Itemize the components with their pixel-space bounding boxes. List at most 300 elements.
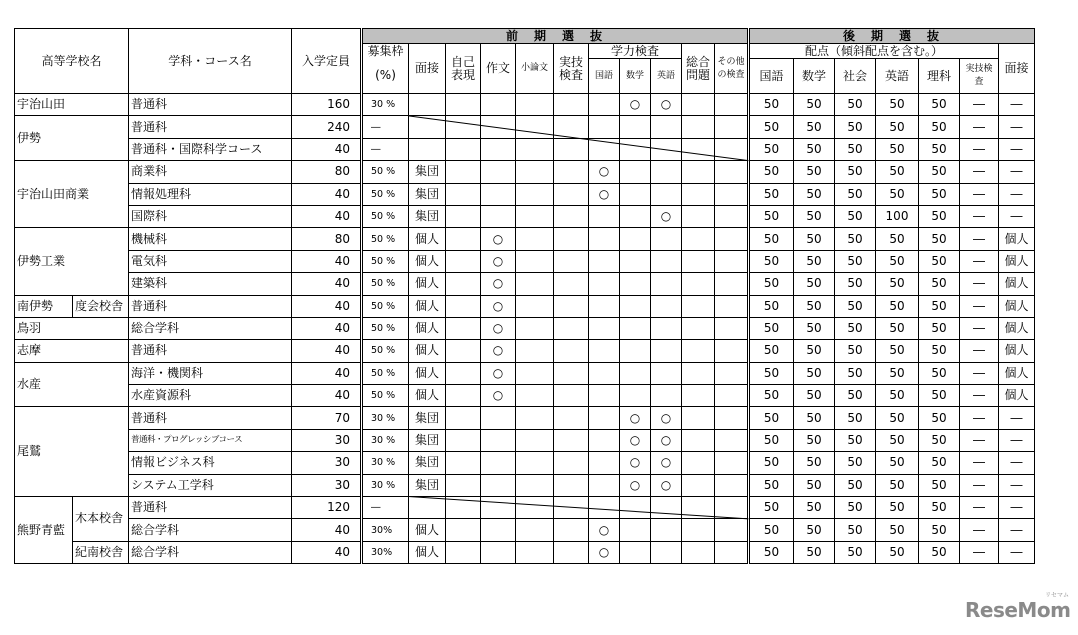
col-header-gakuryoku: 学力検査 bbox=[589, 44, 682, 59]
table-row bbox=[15, 273, 1035, 295]
cell-school: 熊野青藍 bbox=[15, 497, 73, 564]
cell-koki-shakai: 50 bbox=[835, 161, 876, 183]
cell-koki-sugaku: 50 bbox=[794, 452, 835, 474]
cell-capacity: 120 bbox=[292, 497, 362, 519]
cell-eigo: ○ bbox=[651, 474, 682, 496]
cell-jitsugi bbox=[554, 94, 589, 116]
cell-koki-mensetsu: 個人 bbox=[999, 273, 1035, 295]
cell-koki-sugaku: 50 bbox=[794, 161, 835, 183]
cell-jiko bbox=[446, 317, 481, 339]
table-row bbox=[15, 250, 1035, 272]
cell-sonota bbox=[715, 340, 749, 362]
cell-sonota bbox=[715, 317, 749, 339]
cell-koki-rika: 50 bbox=[919, 362, 960, 384]
cell-jitsugi bbox=[554, 474, 589, 496]
section-header-zenki: 前 期 選 抜 bbox=[362, 29, 749, 44]
cell-sakubun bbox=[481, 94, 516, 116]
table-row bbox=[15, 116, 1035, 138]
col-header-boshu: 募集枠 bbox=[362, 44, 409, 59]
cell-koki-mensetsu: ― bbox=[999, 474, 1035, 496]
cell-koki-sugaku: 50 bbox=[794, 317, 835, 339]
col-header-capacity: 入学定員 bbox=[292, 29, 362, 94]
cell-sonota bbox=[715, 541, 749, 563]
cell-koki-jitsugi: ― bbox=[960, 138, 999, 160]
cell-capacity: 40 bbox=[292, 541, 362, 563]
cell-koki-rika: 50 bbox=[919, 385, 960, 407]
cell-eigo bbox=[651, 340, 682, 362]
cell-boshu-pct: 30 % bbox=[362, 452, 409, 474]
cell-mensetsu bbox=[409, 497, 446, 519]
cell-sakubun: ○ bbox=[481, 317, 516, 339]
col-header-koki-rika: 理科 bbox=[919, 59, 960, 94]
cell-sakubun bbox=[481, 474, 516, 496]
cell-mensetsu: 集団 bbox=[409, 474, 446, 496]
cell-mensetsu bbox=[409, 94, 446, 116]
cell-koki-sugaku: 50 bbox=[794, 541, 835, 563]
cell-koki-sugaku: 50 bbox=[794, 273, 835, 295]
cell-koki-sugaku: 50 bbox=[794, 385, 835, 407]
cell-jiko bbox=[446, 205, 481, 227]
table-row bbox=[15, 228, 1035, 250]
cell-koki-kokugo: 50 bbox=[749, 340, 794, 362]
col-header-koki-jitsugi: 実技検査 bbox=[960, 59, 999, 94]
cell-sogo bbox=[682, 407, 715, 429]
cell-jitsugi bbox=[554, 452, 589, 474]
cell-boshu-pct: ― bbox=[362, 497, 409, 519]
cell-eigo: ○ bbox=[651, 407, 682, 429]
cell-sugaku bbox=[620, 116, 651, 138]
cell-boshu-pct: 50 % bbox=[362, 228, 409, 250]
cell-capacity: 160 bbox=[292, 94, 362, 116]
cell-sonota bbox=[715, 362, 749, 384]
cell-sonota bbox=[715, 94, 749, 116]
cell-sakubun bbox=[481, 183, 516, 205]
cell-eigo: ○ bbox=[651, 94, 682, 116]
cell-kokugo bbox=[589, 94, 620, 116]
table-row bbox=[15, 94, 1035, 116]
cell-koki-kokugo: 50 bbox=[749, 385, 794, 407]
cell-sonota bbox=[715, 497, 749, 519]
cell-sogo bbox=[682, 497, 715, 519]
cell-kokugo bbox=[589, 317, 620, 339]
cell-koki-jitsugi: ― bbox=[960, 407, 999, 429]
col-header-sugaku: 数学 bbox=[620, 59, 651, 94]
cell-boshu-pct: 50 % bbox=[362, 362, 409, 384]
cell-shoronbun bbox=[516, 138, 554, 160]
cell-sakubun bbox=[481, 407, 516, 429]
cell-koki-mensetsu: ― bbox=[999, 429, 1035, 451]
cell-shoronbun bbox=[516, 519, 554, 541]
cell-kokugo bbox=[589, 407, 620, 429]
cell-koki-mensetsu: 個人 bbox=[999, 317, 1035, 339]
cell-mensetsu: 集団 bbox=[409, 452, 446, 474]
cell-koki-shakai: 50 bbox=[835, 474, 876, 496]
cell-koki-sugaku: 50 bbox=[794, 340, 835, 362]
cell-koki-kokugo: 50 bbox=[749, 362, 794, 384]
cell-mensetsu bbox=[409, 138, 446, 160]
cell-koki-sugaku: 50 bbox=[794, 429, 835, 451]
cell-koki-rika: 50 bbox=[919, 474, 960, 496]
cell-kokugo bbox=[589, 273, 620, 295]
cell-kokugo bbox=[589, 429, 620, 451]
col-header-kokugo: 国語 bbox=[589, 59, 620, 94]
cell-koki-shakai: 50 bbox=[835, 295, 876, 317]
resemom-logo: ReseMom bbox=[965, 598, 1071, 622]
cell-sakubun: ○ bbox=[481, 362, 516, 384]
cell-koki-shakai: 50 bbox=[835, 407, 876, 429]
cell-sonota bbox=[715, 250, 749, 272]
col-header-haiten: 配点（傾斜配点を含む。） bbox=[749, 44, 999, 59]
table-row bbox=[15, 205, 1035, 227]
cell-koki-eigo: 50 bbox=[876, 161, 919, 183]
cell-koki-eigo: 50 bbox=[876, 273, 919, 295]
table-row bbox=[15, 474, 1035, 496]
cell-kokugo bbox=[589, 362, 620, 384]
cell-shoronbun bbox=[516, 295, 554, 317]
cell-course: 普通科 bbox=[129, 116, 292, 138]
cell-sugaku bbox=[620, 228, 651, 250]
cell-jiko bbox=[446, 519, 481, 541]
col-header-shoronbun: 小論文 bbox=[516, 44, 554, 94]
cell-capacity: 30 bbox=[292, 429, 362, 451]
admission-table bbox=[14, 28, 1035, 564]
cell-sonota bbox=[715, 161, 749, 183]
cell-koki-rika: 50 bbox=[919, 250, 960, 272]
col-header-boshu-pct: (%) bbox=[362, 59, 409, 94]
cell-koki-shakai: 50 bbox=[835, 228, 876, 250]
cell-jiko bbox=[446, 452, 481, 474]
cell-sakubun bbox=[481, 452, 516, 474]
cell-sugaku bbox=[620, 541, 651, 563]
cell-school: 伊勢 bbox=[15, 116, 129, 161]
cell-eigo bbox=[651, 250, 682, 272]
cell-jiko bbox=[446, 429, 481, 451]
cell-koki-shakai: 50 bbox=[835, 273, 876, 295]
cell-koki-kokugo: 50 bbox=[749, 474, 794, 496]
cell-sonota bbox=[715, 429, 749, 451]
cell-koki-kokugo: 50 bbox=[749, 138, 794, 160]
cell-capacity: 240 bbox=[292, 116, 362, 138]
cell-shoronbun bbox=[516, 407, 554, 429]
cell-kokugo bbox=[589, 385, 620, 407]
cell-boshu-pct: 30 % bbox=[362, 429, 409, 451]
cell-jitsugi bbox=[554, 138, 589, 160]
cell-capacity: 40 bbox=[292, 340, 362, 362]
cell-koki-sugaku: 50 bbox=[794, 250, 835, 272]
cell-koki-shakai: 50 bbox=[835, 452, 876, 474]
table-row bbox=[15, 452, 1035, 474]
cell-koki-jitsugi: ― bbox=[960, 161, 999, 183]
cell-sugaku bbox=[620, 519, 651, 541]
cell-sugaku bbox=[620, 295, 651, 317]
cell-sogo bbox=[682, 273, 715, 295]
cell-koki-sugaku: 50 bbox=[794, 474, 835, 496]
cell-shoronbun bbox=[516, 116, 554, 138]
cell-kokugo bbox=[589, 205, 620, 227]
cell-eigo bbox=[651, 116, 682, 138]
cell-eigo bbox=[651, 161, 682, 183]
cell-shoronbun bbox=[516, 362, 554, 384]
cell-capacity: 30 bbox=[292, 474, 362, 496]
cell-sonota bbox=[715, 295, 749, 317]
cell-jiko bbox=[446, 340, 481, 362]
col-header-koki-mensetsu: 面接 bbox=[999, 44, 1035, 94]
cell-koki-rika: 50 bbox=[919, 497, 960, 519]
cell-capacity: 40 bbox=[292, 317, 362, 339]
cell-shoronbun bbox=[516, 429, 554, 451]
cell-koki-eigo: 50 bbox=[876, 138, 919, 160]
col-header-sonota: その他の検査 bbox=[715, 44, 749, 94]
cell-jiko bbox=[446, 362, 481, 384]
cell-sakubun bbox=[481, 205, 516, 227]
cell-boshu-pct: 50 % bbox=[362, 250, 409, 272]
cell-koki-shakai: 50 bbox=[835, 183, 876, 205]
cell-kokugo bbox=[589, 340, 620, 362]
cell-koki-sugaku: 50 bbox=[794, 519, 835, 541]
cell-koki-jitsugi: ― bbox=[960, 116, 999, 138]
cell-koki-rika: 50 bbox=[919, 161, 960, 183]
cell-koki-jitsugi: ― bbox=[960, 497, 999, 519]
cell-koki-eigo: 50 bbox=[876, 407, 919, 429]
cell-koki-kokugo: 50 bbox=[749, 205, 794, 227]
cell-koki-kokugo: 50 bbox=[749, 273, 794, 295]
cell-koki-mensetsu: 個人 bbox=[999, 340, 1035, 362]
cell-jitsugi bbox=[554, 362, 589, 384]
cell-jitsugi bbox=[554, 385, 589, 407]
cell-kokugo bbox=[589, 474, 620, 496]
cell-eigo bbox=[651, 273, 682, 295]
cell-sugaku bbox=[620, 138, 651, 160]
cell-kokugo bbox=[589, 228, 620, 250]
cell-jitsugi bbox=[554, 407, 589, 429]
cell-koki-rika: 50 bbox=[919, 273, 960, 295]
cell-jiko bbox=[446, 474, 481, 496]
cell-shoronbun bbox=[516, 474, 554, 496]
cell-koki-mensetsu: ― bbox=[999, 94, 1035, 116]
col-header-jitsugi: 実技検査 bbox=[554, 44, 589, 94]
cell-mensetsu: 個人 bbox=[409, 519, 446, 541]
cell-koki-eigo: 50 bbox=[876, 250, 919, 272]
cell-mensetsu: 個人 bbox=[409, 273, 446, 295]
cell-sogo bbox=[682, 317, 715, 339]
cell-sogo bbox=[682, 340, 715, 362]
cell-mensetsu: 個人 bbox=[409, 385, 446, 407]
cell-koki-eigo: 50 bbox=[876, 317, 919, 339]
cell-koki-mensetsu: ― bbox=[999, 541, 1035, 563]
cell-jitsugi bbox=[554, 161, 589, 183]
cell-mensetsu: 集団 bbox=[409, 429, 446, 451]
cell-koki-jitsugi: ― bbox=[960, 183, 999, 205]
cell-koki-rika: 50 bbox=[919, 94, 960, 116]
cell-koki-mensetsu: ― bbox=[999, 183, 1035, 205]
cell-sonota bbox=[715, 474, 749, 496]
cell-sugaku bbox=[620, 497, 651, 519]
cell-course: 普通科・プログレッシブコース bbox=[129, 429, 292, 451]
cell-boshu-pct: 50 % bbox=[362, 295, 409, 317]
cell-sugaku bbox=[620, 273, 651, 295]
cell-sakubun: ○ bbox=[481, 273, 516, 295]
cell-boshu-pct: 30 % bbox=[362, 474, 409, 496]
cell-koki-jitsugi: ― bbox=[960, 541, 999, 563]
cell-koki-shakai: 50 bbox=[835, 94, 876, 116]
cell-koki-mensetsu: 個人 bbox=[999, 362, 1035, 384]
cell-koki-mensetsu: ― bbox=[999, 452, 1035, 474]
cell-course: 普通科 bbox=[129, 94, 292, 116]
cell-koki-jitsugi: ― bbox=[960, 250, 999, 272]
cell-mensetsu: 集団 bbox=[409, 161, 446, 183]
cell-koki-sugaku: 50 bbox=[794, 183, 835, 205]
cell-koki-shakai: 50 bbox=[835, 250, 876, 272]
cell-koki-eigo: 50 bbox=[876, 340, 919, 362]
cell-sugaku: ○ bbox=[620, 94, 651, 116]
cell-boshu-pct: 50 % bbox=[362, 273, 409, 295]
cell-sogo bbox=[682, 161, 715, 183]
cell-eigo: ○ bbox=[651, 205, 682, 227]
cell-jiko bbox=[446, 116, 481, 138]
table-row bbox=[15, 183, 1035, 205]
cell-course: 普通科 bbox=[129, 340, 292, 362]
cell-jitsugi bbox=[554, 228, 589, 250]
cell-shoronbun bbox=[516, 541, 554, 563]
cell-sogo bbox=[682, 295, 715, 317]
cell-koki-kokugo: 50 bbox=[749, 295, 794, 317]
cell-sonota bbox=[715, 183, 749, 205]
table-row bbox=[15, 317, 1035, 339]
cell-school: 南伊勢 bbox=[15, 295, 73, 317]
cell-koki-jitsugi: ― bbox=[960, 228, 999, 250]
cell-kokugo bbox=[589, 497, 620, 519]
cell-jitsugi bbox=[554, 519, 589, 541]
cell-jitsugi bbox=[554, 295, 589, 317]
cell-koki-jitsugi: ― bbox=[960, 317, 999, 339]
cell-eigo bbox=[651, 228, 682, 250]
cell-koki-rika: 50 bbox=[919, 519, 960, 541]
cell-course: 情報処理科 bbox=[129, 183, 292, 205]
cell-sogo bbox=[682, 519, 715, 541]
cell-course: 普通科 bbox=[129, 497, 292, 519]
cell-boshu-pct: 50 % bbox=[362, 205, 409, 227]
cell-shoronbun bbox=[516, 317, 554, 339]
cell-course: システム工学科 bbox=[129, 474, 292, 496]
cell-kokugo bbox=[589, 250, 620, 272]
cell-koki-shakai: 50 bbox=[835, 317, 876, 339]
cell-koki-kokugo: 50 bbox=[749, 317, 794, 339]
cell-shoronbun bbox=[516, 497, 554, 519]
cell-kokugo bbox=[589, 452, 620, 474]
cell-eigo bbox=[651, 138, 682, 160]
col-header-mensetsu: 面接 bbox=[409, 44, 446, 94]
table-row bbox=[15, 429, 1035, 451]
cell-koki-eigo: 50 bbox=[876, 362, 919, 384]
cell-course: 電気科 bbox=[129, 250, 292, 272]
cell-shoronbun bbox=[516, 452, 554, 474]
table-row bbox=[15, 138, 1035, 160]
cell-koki-mensetsu: ― bbox=[999, 497, 1035, 519]
cell-jitsugi bbox=[554, 205, 589, 227]
cell-course: 建築科 bbox=[129, 273, 292, 295]
cell-boshu-pct: 50 % bbox=[362, 340, 409, 362]
cell-sugaku bbox=[620, 161, 651, 183]
cell-koki-sugaku: 50 bbox=[794, 116, 835, 138]
cell-capacity: 40 bbox=[292, 519, 362, 541]
cell-kokugo: ○ bbox=[589, 161, 620, 183]
cell-school: 水産 bbox=[15, 362, 129, 407]
col-header-koki-eigo: 英語 bbox=[876, 59, 919, 94]
cell-capacity: 70 bbox=[292, 407, 362, 429]
cell-koki-sugaku: 50 bbox=[794, 295, 835, 317]
cell-jiko bbox=[446, 407, 481, 429]
cell-shoronbun bbox=[516, 250, 554, 272]
cell-eigo bbox=[651, 541, 682, 563]
cell-mensetsu: 個人 bbox=[409, 250, 446, 272]
cell-koki-mensetsu: ― bbox=[999, 519, 1035, 541]
cell-kokugo: ○ bbox=[589, 541, 620, 563]
cell-school: 尾鷲 bbox=[15, 407, 129, 497]
cell-koki-eigo: 50 bbox=[876, 429, 919, 451]
cell-sakubun: ○ bbox=[481, 340, 516, 362]
cell-jiko bbox=[446, 183, 481, 205]
cell-eigo bbox=[651, 183, 682, 205]
col-header-sogo: 総合問題 bbox=[682, 44, 715, 94]
cell-koki-rika: 50 bbox=[919, 429, 960, 451]
cell-shoronbun bbox=[516, 340, 554, 362]
cell-koki-jitsugi: ― bbox=[960, 429, 999, 451]
cell-course: 国際科 bbox=[129, 205, 292, 227]
cell-koki-eigo: 50 bbox=[876, 183, 919, 205]
cell-koki-sugaku: 50 bbox=[794, 228, 835, 250]
cell-sakubun bbox=[481, 161, 516, 183]
cell-koki-shakai: 50 bbox=[835, 497, 876, 519]
cell-school: 宇治山田商業 bbox=[15, 161, 129, 228]
cell-sakubun bbox=[481, 541, 516, 563]
cell-koki-jitsugi: ― bbox=[960, 362, 999, 384]
cell-koki-shakai: 50 bbox=[835, 138, 876, 160]
cell-koki-mensetsu: 個人 bbox=[999, 385, 1035, 407]
cell-sonota bbox=[715, 407, 749, 429]
cell-jitsugi bbox=[554, 429, 589, 451]
cell-eigo bbox=[651, 497, 682, 519]
cell-sakubun bbox=[481, 116, 516, 138]
cell-eigo: ○ bbox=[651, 429, 682, 451]
cell-campus: 木本校舎 bbox=[73, 497, 129, 542]
cell-koki-shakai: 50 bbox=[835, 116, 876, 138]
cell-shoronbun bbox=[516, 161, 554, 183]
cell-jitsugi bbox=[554, 317, 589, 339]
cell-boshu-pct: 30 % bbox=[362, 407, 409, 429]
cell-koki-shakai: 50 bbox=[835, 519, 876, 541]
cell-koki-eigo: 50 bbox=[876, 519, 919, 541]
cell-eigo: ○ bbox=[651, 452, 682, 474]
cell-koki-kokugo: 50 bbox=[749, 116, 794, 138]
cell-sakubun bbox=[481, 429, 516, 451]
cell-jiko bbox=[446, 497, 481, 519]
col-header-school: 高等学校名 bbox=[15, 29, 129, 94]
cell-koki-jitsugi: ― bbox=[960, 385, 999, 407]
cell-boshu-pct: 30 % bbox=[362, 94, 409, 116]
cell-eigo bbox=[651, 295, 682, 317]
cell-sugaku bbox=[620, 183, 651, 205]
cell-koki-shakai: 50 bbox=[835, 429, 876, 451]
cell-capacity: 40 bbox=[292, 205, 362, 227]
cell-koki-eigo: 50 bbox=[876, 452, 919, 474]
cell-jitsugi bbox=[554, 250, 589, 272]
cell-capacity: 40 bbox=[292, 295, 362, 317]
section-header-koki: 後 期 選 抜 bbox=[749, 29, 1035, 44]
cell-koki-shakai: 50 bbox=[835, 385, 876, 407]
cell-jiko bbox=[446, 161, 481, 183]
cell-sugaku: ○ bbox=[620, 429, 651, 451]
cell-boshu-pct: 50 % bbox=[362, 161, 409, 183]
